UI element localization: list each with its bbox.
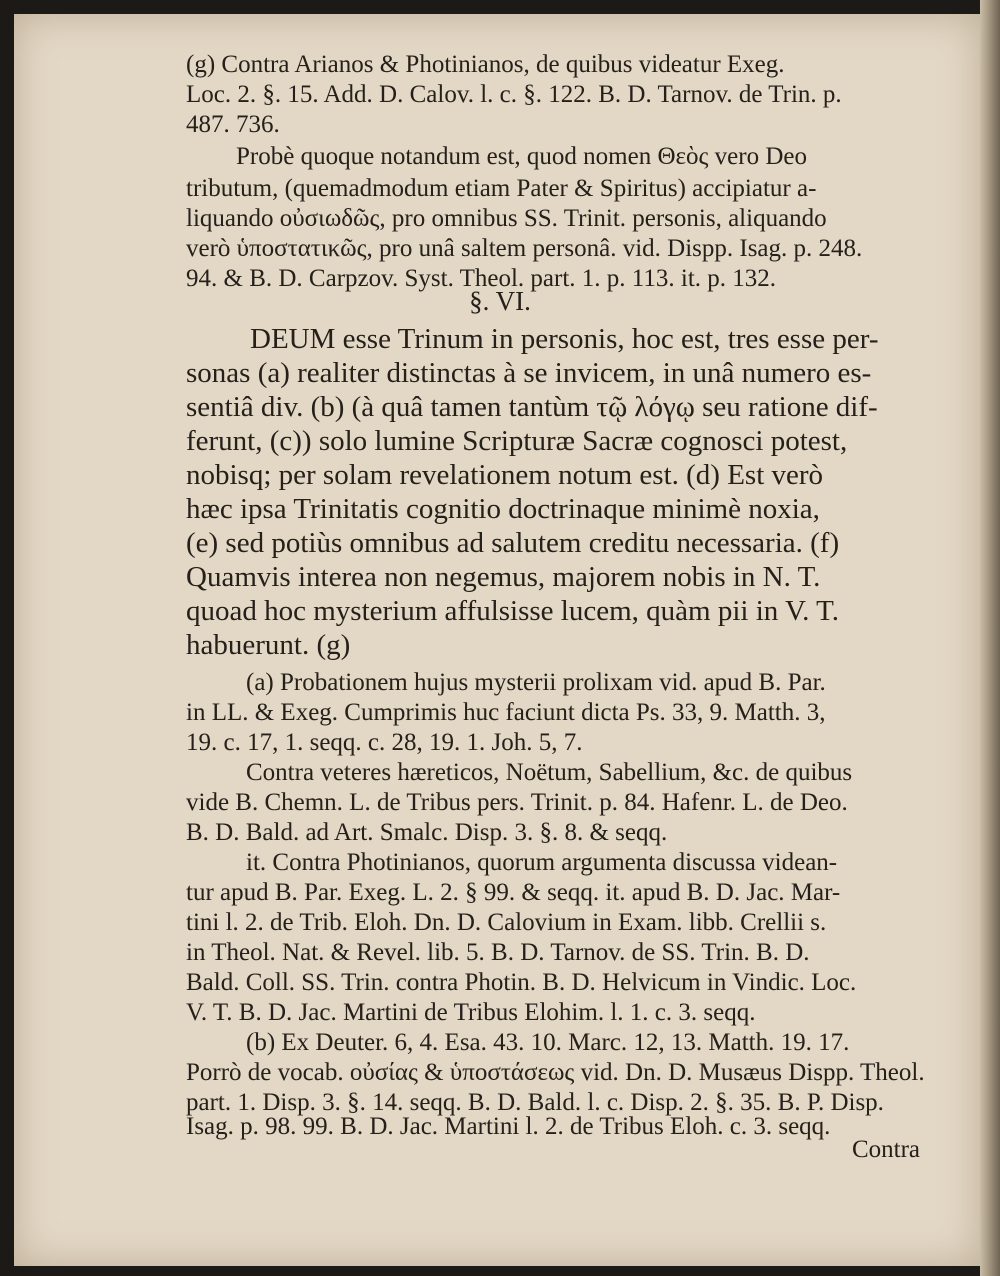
footnote-line: B. D. Bald. ad Art. Smalc. Disp. 3. §. 8. & seqq. bbox=[186, 819, 668, 846]
footnote-line: (a) Probationem hujus mysterii prolixam vid. apud B. Par. bbox=[246, 669, 826, 696]
body-line: Quamvis interea non negemus, majorem nobis in N. T. bbox=[186, 561, 821, 593]
footnote-line: it. Contra Photinianos, quorum argumenta discussa videan- bbox=[246, 849, 838, 876]
footnote-line: tini l. 2. de Trib. Eloh. Dn. D. Calovium in Exam. libb. Crellii s. bbox=[186, 909, 827, 936]
page-edge bbox=[980, 0, 1000, 1276]
body-line: ferunt, (c)) solo lumine Scripturæ Sacræ cognosci potest, bbox=[186, 425, 848, 457]
top-note-line: 487. 736. bbox=[186, 111, 280, 138]
top-note-line: (g) Contra Arianos & Photinianos, de quibus videatur Exeg. bbox=[186, 51, 785, 78]
body-line: quoad hoc mysterium affulsisse lucem, quàm pii in V. T. bbox=[186, 595, 839, 627]
footnote-line: Isag. p. 98. 99. B. D. Jac. Martini l. 2. de Tribus Eloh. c. 3. seqq. bbox=[186, 1113, 831, 1140]
footnote-line: 19. c. 17, 1. seqq. c. 28, 19. 1. Joh. 5, 7. bbox=[186, 729, 583, 756]
body-line: sentiâ div. (b) (à quâ tamen tantùm τῷ λόγῳ seu ratione dif- bbox=[186, 391, 878, 423]
top-note-line: 94. & B. D. Carpzov. Syst. Theol. part. 1. p. 113. it. p. 132. bbox=[186, 265, 777, 292]
footnote-line: part. 1. Disp. 3. §. 14. seqq. B. D. Bald. l. c. Disp. 2. §. 35. B. P. Disp. bbox=[186, 1089, 884, 1116]
body-line: DEUM esse Trinum in personis, hoc est, tres esse per- bbox=[250, 323, 879, 355]
footnote-line: vide B. Chemn. L. de Tribus pers. Trinit. p. 84. Hafenr. L. de Deo. bbox=[186, 789, 848, 816]
footnote-line: (b) Ex Deuter. 6, 4. Esa. 43. 10. Marc. 12, 13. Matth. 19. 17. bbox=[246, 1029, 850, 1056]
top-note-line: tributum, (quemadmodum etiam Pater & Spiritus) accipiatur a- bbox=[186, 175, 817, 202]
body-line: (e) sed potiùs omnibus ad salutem creditu necessaria. (f) bbox=[186, 527, 840, 559]
scan-top-border bbox=[0, 0, 1000, 14]
footnote-line: V. T. B. D. Jac. Martini de Tribus Elohim. l. 1. c. 3. seqq. bbox=[186, 999, 756, 1026]
footnote-line: Porrò de vocab. οὐσίας & ὑποστάσεως vid. Dn. D. Musæus Dispp. Theol. bbox=[186, 1059, 925, 1086]
body-line: sonas (a) realiter distinctas à se invicem, in unâ numero es- bbox=[186, 357, 872, 389]
catchword: Contra bbox=[851, 1136, 920, 1163]
footnote-line: Bald. Coll. SS. Trin. contra Photin. B. D. Helvicum in Vindic. Loc. bbox=[186, 969, 857, 996]
top-note-line: Probè quoque notandum est, quod nomen Θεὸς vero Deo bbox=[236, 143, 807, 170]
section-heading: §. VI. bbox=[469, 286, 531, 316]
top-note-line: verò ὑποστατικῶς, pro unâ saltem personâ. vid. Dispp. Isag. p. 248. bbox=[186, 235, 863, 262]
footnote-line: tur apud B. Par. Exeg. L. 2. § 99. & seqq. it. apud B. D. Jac. Mar- bbox=[186, 879, 841, 906]
top-note-line: Loc. 2. §. 15. Add. D. Calov. l. c. §. 122. B. D. Tarnov. de Trin. p. bbox=[186, 81, 842, 108]
body-line: habuerunt. (g) bbox=[186, 629, 351, 661]
footnote-line: Contra veteres hæreticos, Noëtum, Sabellium, &c. de quibus bbox=[246, 759, 853, 786]
footnote-line: in LL. & Exeg. Cumprimis huc faciunt dicta Ps. 33, 9. Matth. 3, bbox=[186, 699, 826, 726]
body-line: nobisq; per solam revelationem notum est. (d) Est verò bbox=[186, 459, 824, 491]
body-line: hæc ipsa Trinitatis cognitio doctrinaque minimè noxia, bbox=[186, 493, 820, 525]
footnote-line: in Theol. Nat. & Revel. lib. 5. B. D. Tarnov. de SS. Trin. B. D. bbox=[186, 939, 810, 966]
top-note-line: liquando οὐσιωδῶς, pro omnibus SS. Trinit. personis, aliquando bbox=[186, 205, 827, 232]
